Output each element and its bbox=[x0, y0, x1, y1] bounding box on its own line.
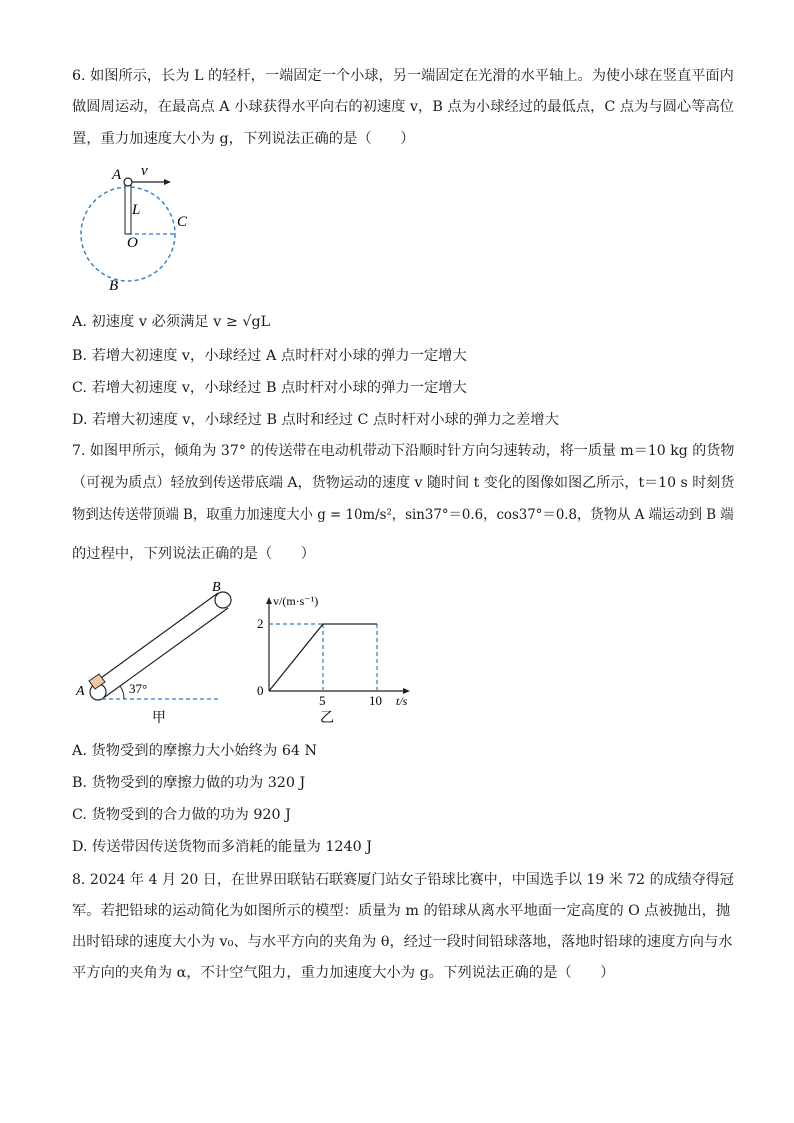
q7-line-3: 物到达传送带顶端 B，取重力加速度大小 g = 10m/s²，sin37°＝0.6，cos37°＝0.8，货物从 A 端运动到 B 端 bbox=[72, 507, 734, 523]
q7-option-a: A. 货物受到的摩擦力大小始终为 64 N bbox=[72, 743, 318, 759]
x-tick-10: 10 bbox=[369, 693, 382, 708]
x-axis-label: t/s bbox=[396, 694, 408, 708]
q7-option-b: B. 货物受到的摩擦力做的功为 320 J bbox=[72, 775, 306, 791]
angle-label: 37° bbox=[129, 681, 148, 696]
q6-option-b: B. 若增大初速度 v，小球经过 A 点时杆对小球的弹力一定增大 bbox=[72, 348, 467, 364]
q8-line-3: 出时铅球的速度大小为 v₀、与水平方向的夹角为 θ，经过一段时间铅球落地，落地时铅球的速度方向与水 bbox=[72, 934, 733, 950]
caption-yi: 乙 bbox=[320, 711, 334, 726]
q6-line-1: 6. 如图所示，长为 L 的轻杆，一端固定一个小球，另一端固定在光滑的水平轴上。为使小球在竖直平面内 bbox=[72, 68, 734, 84]
label-A: A bbox=[76, 684, 85, 699]
q7-line-4: 的过程中，下列说法正确的是（ ） bbox=[72, 546, 316, 562]
x-tick-5: 5 bbox=[319, 693, 326, 708]
q7-conveyor-figure bbox=[72, 575, 252, 725]
label-v: v bbox=[141, 163, 148, 179]
y-axis-label: v/(m·s⁻¹) bbox=[273, 594, 319, 608]
velocity-arrowhead bbox=[164, 179, 171, 185]
q7-option-c: C. 货物受到的合力做的功为 920 J bbox=[72, 807, 291, 823]
q8-line-4: 平方向的夹角为 α，不计空气阻力，重力加速度大小为 g。下列说法正确的是（ ） bbox=[72, 965, 615, 981]
label-L: L bbox=[132, 202, 141, 218]
ball bbox=[124, 178, 132, 186]
label-B: B bbox=[212, 580, 221, 595]
rod bbox=[125, 184, 131, 234]
q6-option-a: A. 初速度 v 必须满足 v ≥ √gL bbox=[72, 314, 271, 330]
q6-line-2: 做圆周运动，在最高点 A 小球获得水平向右的初速度 v，B 点为小球经过的最低点，C 点为与圆心等高位 bbox=[72, 99, 735, 115]
q7-option-d: D. 传送带因传送货物而多消耗的能量为 1240 J bbox=[72, 839, 372, 855]
q8-line-1: 8. 2024 年 4 月 20 日，在世界田联钻石联赛厦门站女子铅球比赛中，中国选手以 19 米 72 的成绩夺得冠 bbox=[72, 872, 734, 888]
label-A: A bbox=[112, 167, 122, 183]
origin-label: 0 bbox=[257, 683, 264, 698]
angle-arc bbox=[120, 686, 124, 699]
y-tick-label: 2 bbox=[257, 616, 264, 631]
q6-line-3: 置，重力加速度大小为 g，下列说法正确的是（ ） bbox=[72, 131, 415, 147]
belt-top-edge bbox=[94, 593, 218, 683]
q6-circle-figure bbox=[70, 160, 210, 300]
label-B: B bbox=[109, 278, 119, 294]
q7-line-1: 7. 如图甲所示，倾角为 37° 的传送带在电动机带动下沿顺时针方向匀速转动，将一质量 m＝10 kg 的货物 bbox=[72, 443, 735, 459]
belt-bottom-edge bbox=[102, 608, 228, 699]
label-C: C bbox=[177, 214, 188, 230]
q8-line-2: 军。若把铅球的运动简化为如图所示的模型：质量为 m 的铅球从离水平地面一定高度的 O 点被抛出，抛 bbox=[72, 903, 731, 919]
y-axis-arrowhead bbox=[266, 597, 272, 604]
q6-option-d: D. 若增大初速度 v，小球经过 B 点时和经过 C 点时杆对小球的弹力之差增大 bbox=[72, 412, 559, 428]
label-O: O bbox=[127, 235, 138, 251]
q7-vt-graph bbox=[255, 588, 425, 728]
caption-jia: 甲 bbox=[152, 711, 166, 725]
q7-line-2: （可视为质点）轻放到传送带底端 A，货物运动的速度 v 随时间 t 变化的图像如图乙所示，t＝10 s 时刻货 bbox=[72, 475, 735, 491]
q6-option-c: C. 若增大初速度 v，小球经过 B 点时杆对小球的弹力一定增大 bbox=[72, 380, 467, 396]
